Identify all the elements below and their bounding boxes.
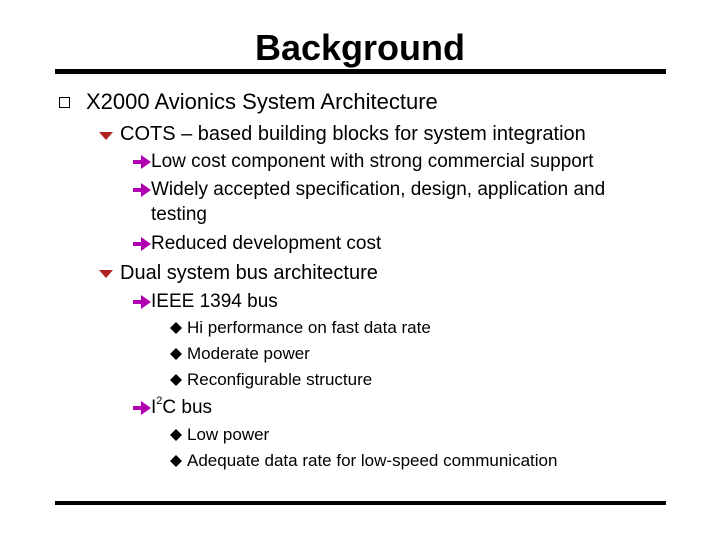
bullet-cots-widely-accepted-cont: testing — [151, 204, 207, 225]
arrow-bullet-icon — [133, 401, 151, 415]
slide-title: Background — [254, 27, 466, 68]
bullet-ieee-performance: Hi performance on fast data rate — [187, 318, 431, 337]
bullet-i2c-bus: $I^2C$ bus — [151, 394, 213, 418]
bullet-ieee-1394: IEEE 1394 bus — [151, 291, 278, 312]
bullet-level1: X2000 Avionics System Architecture — [86, 89, 438, 114]
arrow-bullet-icon — [133, 295, 151, 309]
diamond-bullet-icon — [170, 348, 182, 360]
bullet-cots-reduced-cost: Reduced development cost — [151, 233, 382, 254]
square-bullet-icon — [59, 97, 70, 108]
diamond-bullet-icon — [170, 322, 182, 334]
bullet-cots: COTS – based building blocks for system integration — [120, 123, 586, 145]
title-divider — [55, 69, 666, 74]
bullet-ieee-reconfigurable: Reconfigurable structure — [187, 370, 373, 389]
bullet-cots-widely-accepted: Widely accepted specification, design, application and — [151, 179, 606, 200]
footer-divider — [55, 501, 666, 505]
diamond-bullet-icon — [170, 429, 182, 441]
bullet-cots-low-cost: Low cost component with strong commercial support — [151, 151, 594, 172]
bullet-i2c-low-power: Low power — [187, 425, 270, 444]
triangle-bullet-icon — [99, 132, 113, 142]
arrow-bullet-icon — [133, 183, 151, 197]
bullet-dual-bus: Dual system bus architecture — [120, 262, 378, 284]
bullet-ieee-power: Moderate power — [187, 344, 310, 363]
diamond-bullet-icon — [170, 455, 182, 467]
triangle-bullet-icon — [99, 270, 113, 280]
arrow-bullet-icon — [133, 237, 151, 251]
arrow-bullet-icon — [133, 155, 151, 169]
diamond-bullet-icon — [170, 374, 182, 386]
bullet-i2c-data-rate: Adequate data rate for low-speed communication — [187, 451, 558, 470]
